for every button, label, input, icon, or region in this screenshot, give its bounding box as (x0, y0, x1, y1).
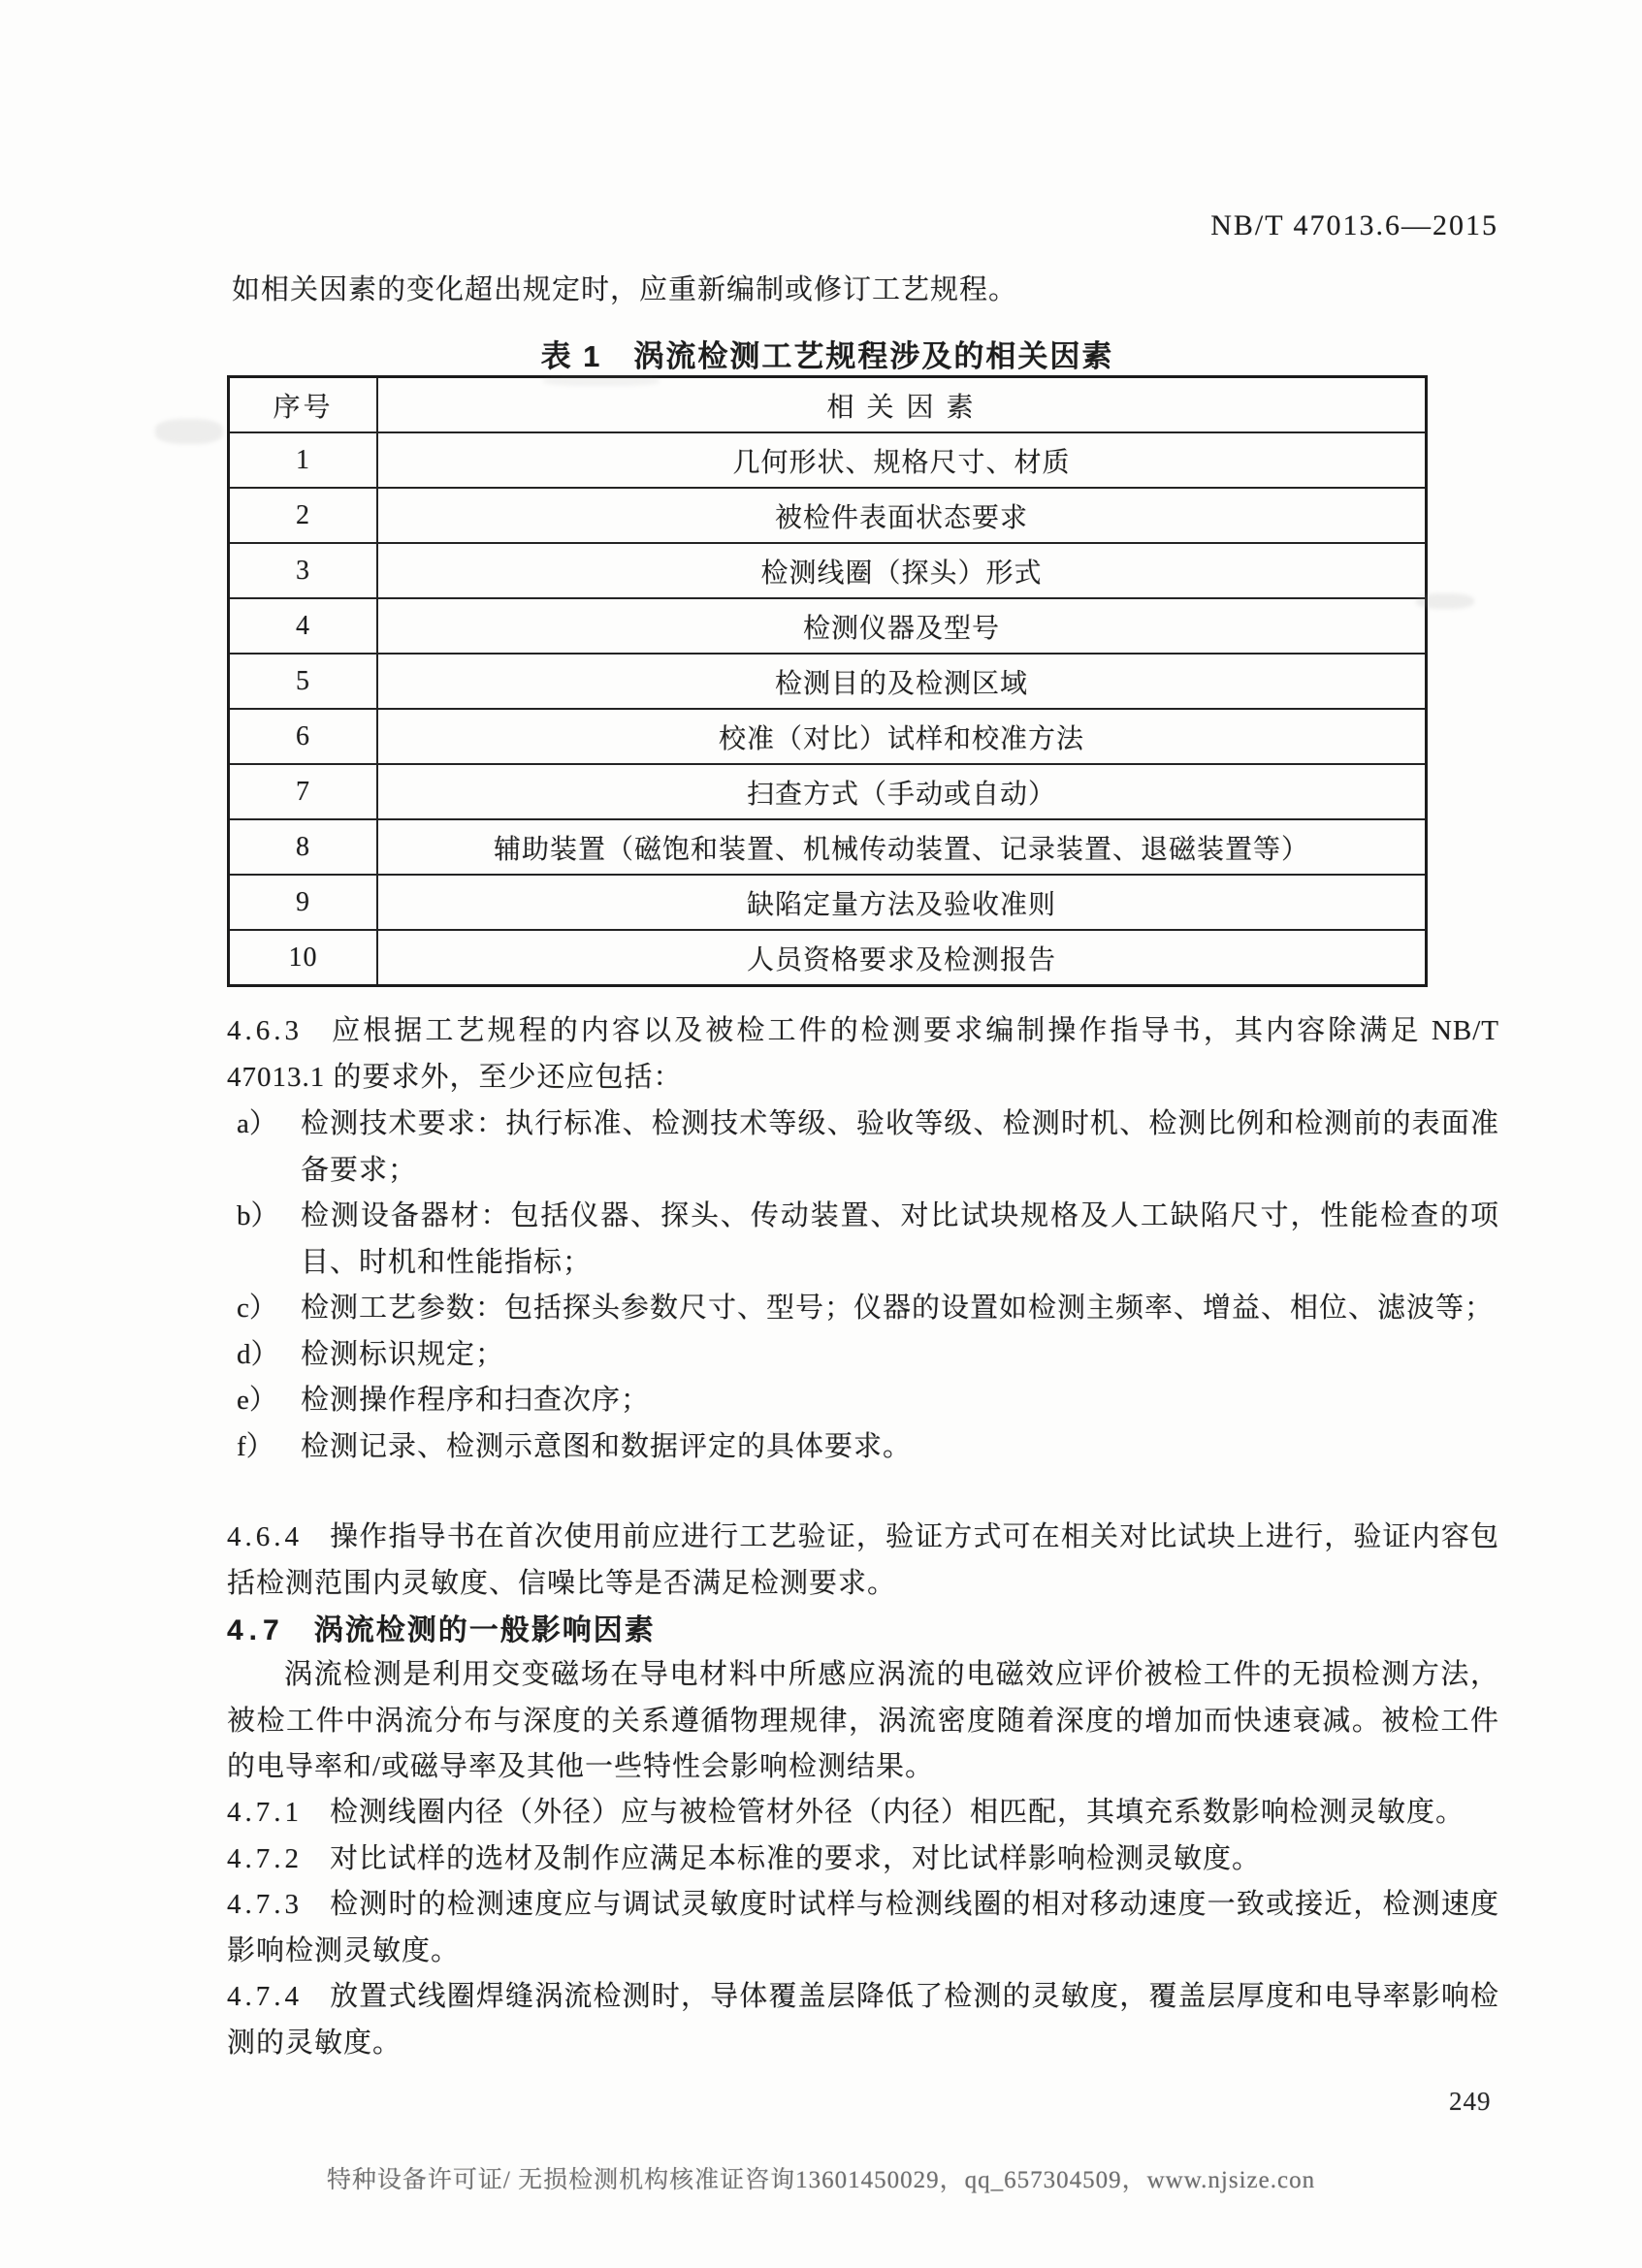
table-row (229, 930, 1427, 986)
scan-artifact (155, 419, 223, 444)
section-number: 4.7 (227, 1614, 285, 1646)
table-row (229, 654, 1427, 709)
section-4-6-4 (227, 1515, 1499, 1607)
section-4-7-3 (227, 1882, 1499, 1974)
cell-seq: 10 (229, 930, 378, 986)
section-number: 4.6.4 (227, 1521, 303, 1552)
cell-seq: 7 (229, 764, 378, 819)
section-title: 涡流检测的一般影响因素 (313, 1614, 656, 1646)
list-item-text: 检测操作程序和扫查次序； (301, 1385, 651, 1416)
cell-factor: 检测线圈（探头）形式 (377, 543, 1427, 598)
list-item-label: f） (237, 1430, 274, 1462)
list-item-text: 检测设备器材：包括仪器、探头、传动装置、对比试块规格及人工缺陷尺寸，性能检查的项目、时机和性能指标； (301, 1200, 1499, 1278)
list-item-label: b） (237, 1200, 279, 1231)
section-number: 4.7.1 (227, 1797, 303, 1828)
column-header-seq: 序号 (229, 377, 378, 433)
cell-factor: 检测仪器及型号 (377, 598, 1427, 654)
list-item-label: c） (237, 1293, 277, 1324)
cell-factor: 检测目的及检测区域 (377, 654, 1427, 709)
section-text: 检测线圈内径（外径）应与被检管材外径（内径）相匹配，其填充系数影响检测灵敏度。 (330, 1797, 1465, 1828)
section-4-7-1 (227, 1790, 1499, 1837)
section-number: 4.6.3 (227, 1015, 303, 1046)
list-item-f (227, 1424, 1499, 1471)
table1-caption: 表 1 涡流检测工艺规程涉及的相关因素 (540, 339, 1114, 373)
cell-factor: 辅助装置（磁饱和装置、机械传动装置、记录装置、退磁装置等） (377, 819, 1427, 875)
scan-artifact (543, 376, 660, 386)
table-row (229, 543, 1427, 598)
cell-seq: 5 (229, 654, 378, 709)
list-item-label: d） (237, 1338, 279, 1370)
section-text: 对比试样的选材及制作应满足本标准的要求，对比试样影响检测灵敏度。 (330, 1843, 1262, 1874)
section-4-7-intro-paragraph: 涡流检测是利用交变磁场在导电材料中所感应涡流的电磁效应评价被检工件的无损检测方法，被检工件中涡流分布与深度的关系遵循物理规律，涡流密度随着深度的增加而快速衰减。被检工件的电导率和/或磁导率及其他一些特性会影响检测结果。 (227, 1659, 1499, 1782)
table-row (229, 819, 1427, 875)
list-item-text: 检测记录、检测示意图和数据评定的具体要求。 (301, 1430, 913, 1462)
cell-seq: 4 (229, 598, 378, 654)
cell-factor: 扫查方式（手动或自动） (377, 764, 1427, 819)
table-row (229, 764, 1427, 819)
section-text: 操作指导书在首次使用前应进行工艺验证，验证方式可在相关对比试块上进行，验证内容包括检测范围内灵敏度、信噪比等是否满足检测要求。 (227, 1521, 1499, 1599)
cell-factor: 缺陷定量方法及验收准则 (377, 875, 1427, 930)
column-header-factor: 相 关 因 素 (377, 377, 1427, 433)
section-text: 应根据工艺规程的内容以及被检工件的检测要求编制操作指导书，其内容除满足 NB/T 47013.1 的要求外，至少还应包括： (227, 1015, 1499, 1093)
table-row (229, 598, 1427, 654)
list-item-text: 检测技术要求：执行标准、检测技术等级、验收等级、检测时机、检测比例和检测前的表面准备要求； (301, 1108, 1499, 1186)
list-item-d (227, 1332, 1499, 1379)
cell-seq: 1 (229, 432, 378, 488)
footer-watermark: 特种设备许可证/ 无损检测机构核准证咨询13601450029，qq_657304509，www.njsize.con (326, 2167, 1316, 2193)
cell-seq: 9 (229, 875, 378, 930)
cell-seq: 3 (229, 543, 378, 598)
table1-relevant-factors (227, 375, 1428, 987)
list-item-e (227, 1378, 1499, 1424)
list-item-text: 检测标识规定； (301, 1338, 505, 1370)
cell-seq: 2 (229, 488, 378, 543)
list-item-label: e） (237, 1385, 277, 1416)
cell-factor: 校准（对比）试样和校准方法 (377, 709, 1427, 764)
section-number: 4.7.3 (227, 1889, 303, 1920)
section-text: 检测时的检测速度应与调试灵敏度时试样与检测线圈的相对移动速度一致或接近，检测速度影响检测灵敏度。 (227, 1889, 1499, 1966)
cell-seq: 8 (229, 819, 378, 875)
scan-artifact (1416, 593, 1474, 609)
cell-seq: 6 (229, 709, 378, 764)
table-row (229, 709, 1427, 764)
table-row (229, 432, 1427, 488)
table-row (229, 488, 1427, 543)
list-item-text: 检测工艺参数：包括探头参数尺寸、型号；仪器的设置如检测主频率、增益、相位、滤波等； (301, 1293, 1495, 1324)
operation-instruction-list (227, 1102, 1499, 1470)
intro-paragraph: 如相关因素的变化超出规定时，应重新编制或修订工艺规程。 (232, 274, 1018, 305)
list-item-b (227, 1194, 1499, 1286)
table-row (229, 875, 1427, 930)
section-4-7-heading (227, 1606, 656, 1648)
section-number: 4.7.2 (227, 1843, 303, 1874)
list-item-a (227, 1102, 1499, 1194)
section-4-7-4 (227, 1974, 1499, 2066)
cell-factor: 被检件表面状态要求 (377, 488, 1427, 543)
cell-factor: 几何形状、规格尺寸、材质 (377, 432, 1427, 488)
section-number: 4.7.4 (227, 1981, 303, 2012)
table-header-row (229, 377, 1427, 433)
list-item-label: a） (237, 1108, 277, 1139)
list-item-c (227, 1286, 1499, 1332)
standard-number-header: NB/T 47013.6—2015 (1210, 209, 1498, 241)
page-number: 249 (1449, 2087, 1492, 2116)
section-4-7-2 (227, 1837, 1499, 1883)
section-text: 放置式线圈焊缝涡流检测时，导体覆盖层降低了检测的灵敏度，覆盖层厚度和电导率影响检测的灵敏度。 (227, 1981, 1499, 2059)
cell-factor: 人员资格要求及检测报告 (377, 930, 1427, 986)
section-4-6-3 (227, 1008, 1499, 1101)
